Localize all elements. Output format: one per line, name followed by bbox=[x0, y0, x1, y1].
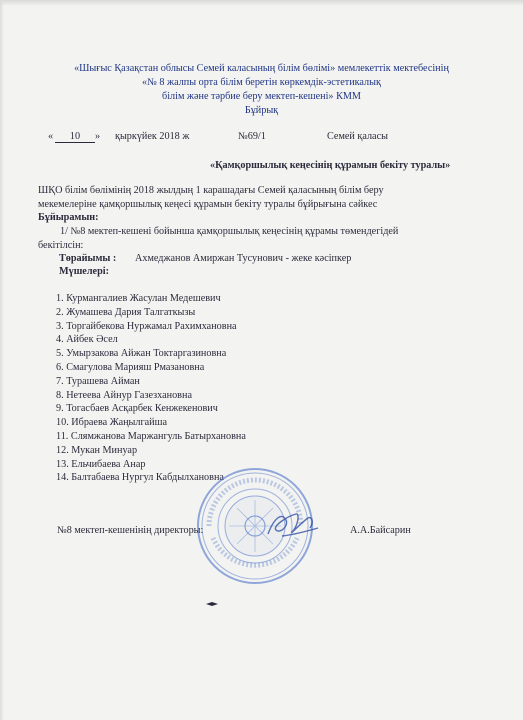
order-quote-close: » bbox=[95, 131, 101, 142]
member-item: 13. Ельчибаева Анар bbox=[56, 458, 146, 470]
member-item: 8. Нетеева Айнур Газезхановна bbox=[56, 389, 192, 401]
order-item-1-continued: бекітілсін: bbox=[38, 240, 84, 251]
header-line-2: «№ 8 жалпы орта білім беретін көркемдік-эстетикалық bbox=[142, 77, 381, 88]
body-line-1: ШҚО білім бөлімінің 2018 жылдың 1 карашадағы Семей қаласының білім беру bbox=[38, 185, 384, 196]
director-name: А.А.Байсарин bbox=[350, 525, 411, 536]
member-item: 10. Ибраева Жаңылгайша bbox=[56, 417, 167, 429]
member-item: 5. Умырзакова Айжан Токтаргазиновна bbox=[56, 348, 227, 360]
member-item: 14. Балтабаева Нургул Кабдылхановна bbox=[56, 472, 224, 484]
member-item: 3. Торгайбекова Нуржамал Рахимхановна bbox=[56, 320, 237, 332]
order-quote-open: « bbox=[48, 131, 54, 142]
member-item: 4. Айбек Әсел bbox=[56, 334, 118, 346]
ink-mark bbox=[205, 601, 219, 607]
director-signature bbox=[262, 508, 322, 540]
chair-label: Төрайымы : bbox=[59, 253, 117, 264]
order-day: 10 bbox=[55, 131, 95, 143]
order-item-1: 1/ №8 мектеп-кешені бойынша қамқоршылық кеңесінің құрамы төмендегідей bbox=[60, 226, 399, 237]
order-subject: «Қамқоршылық кеңесінің құрамын бекіту туралы» bbox=[210, 160, 451, 171]
member-item: 11. Слямжанова Маржангуль Батырхановна bbox=[56, 431, 246, 442]
member-item: 1. Курмангалиев Жасулан Медешевич bbox=[56, 293, 221, 304]
document-type: Бұйрық bbox=[244, 105, 279, 116]
order-heading: Бұйырамын: bbox=[38, 212, 99, 223]
director-title: №8 мектеп-кешенінің директоры: bbox=[57, 525, 204, 536]
header-line-3: білім және тәрбие беру мектеп-кешені» КММ bbox=[162, 91, 361, 102]
order-date: қыркүйек 2018 ж bbox=[115, 131, 190, 142]
members-label: Мүшелері: bbox=[59, 266, 109, 277]
member-item: 7. Турашева Айман bbox=[56, 375, 140, 387]
member-item: 2. Жумашева Дария Талгаткызы bbox=[56, 306, 196, 318]
chair-name: Ахмеджанов Амиржан Тусунович - жеке кәсіпкер bbox=[135, 253, 352, 264]
order-number: №69/1 bbox=[238, 131, 266, 142]
order-city: Семей қаласы bbox=[327, 131, 388, 142]
scan-shadow-top bbox=[0, 0, 523, 6]
header-line-1: «Шығыс Қазақстан облысы Семей каласының білім бөлімі» мемлекеттік мектебесінің bbox=[74, 63, 449, 74]
member-item: 9. Тогасбаев Асқарбек Кенжекенович bbox=[56, 403, 218, 415]
member-item: 12. Мукан Минуар bbox=[56, 444, 138, 456]
member-item: 6. Смагулова Марияш Рмазановна bbox=[56, 362, 205, 373]
body-line-2: мекемелеріне қамқоршылық кеңесі құрамын бекіту туралы бұйрығына сәйкес bbox=[38, 199, 378, 210]
